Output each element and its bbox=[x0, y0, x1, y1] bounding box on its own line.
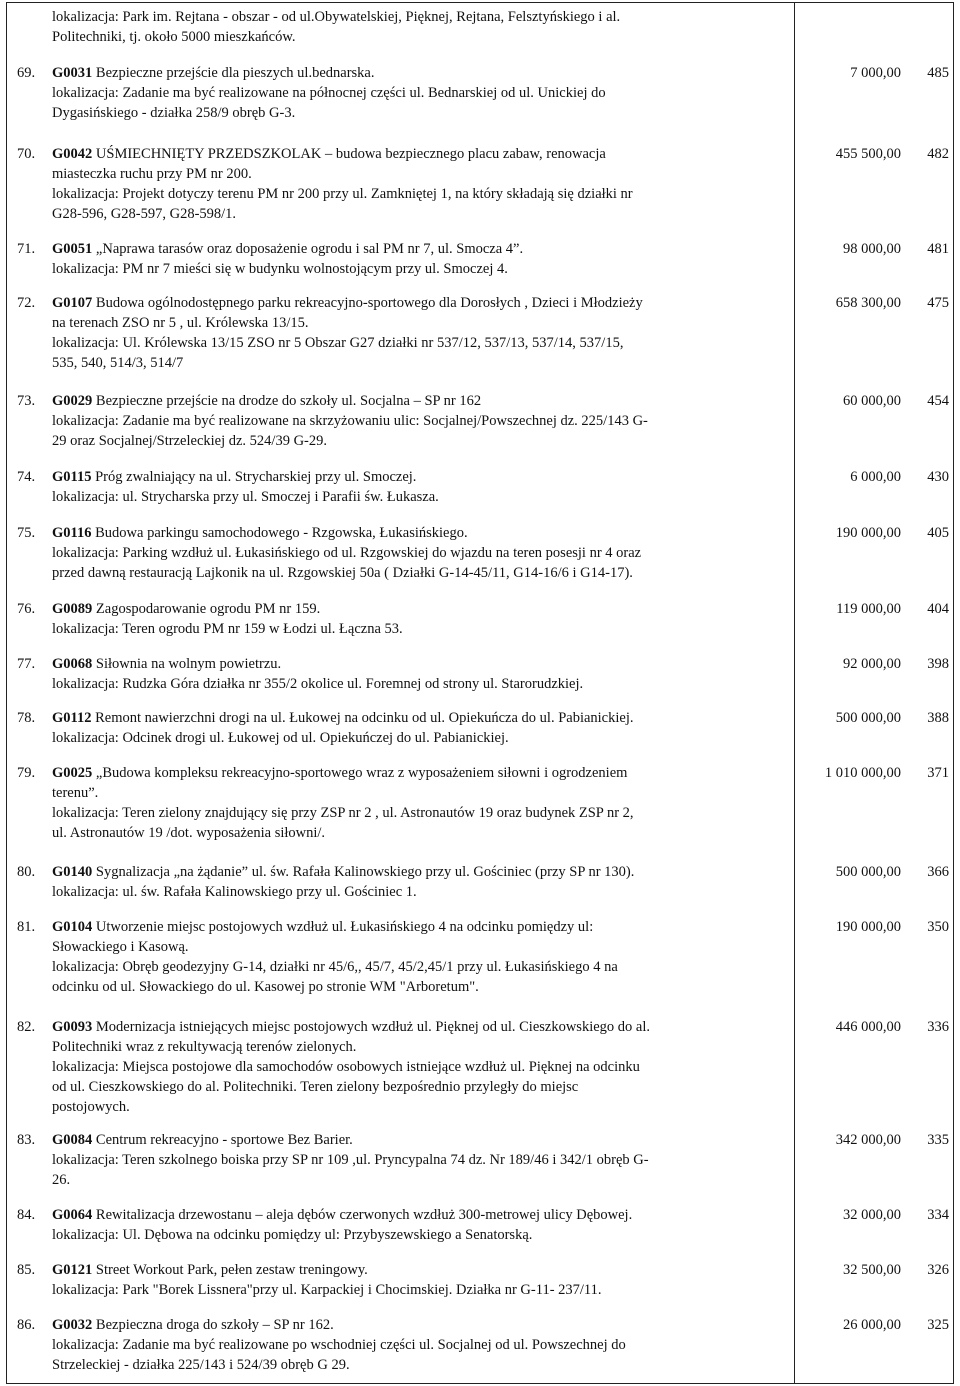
description-line: lokalizacja: Miejsca postojowe dla samochodów osobowych istniejące wzdłuż ul. Pięknej na odcinku bbox=[52, 1059, 640, 1075]
project-code: G0051 bbox=[52, 241, 93, 257]
project-title: Siłownia na wolnym powietrzu. bbox=[95, 656, 282, 672]
row-description bbox=[52, 763, 782, 843]
description-line: lokalizacja: Park "Borek Lissnera"przy ul. Karpackiej i Chocimskiej. Działka nr G-11- 237/11. bbox=[52, 1282, 602, 1298]
description-line bbox=[52, 1315, 782, 1335]
project-title: Zagospodarowanie ogrodu PM nr 159. bbox=[95, 601, 321, 617]
project-title: Bezpieczne przejście na drodze do szkoły ul. Socjalna – SP nr 162 bbox=[95, 393, 482, 409]
row-number: 85. bbox=[17, 1262, 36, 1278]
project-code: G0089 bbox=[52, 601, 93, 617]
row-points: 481 bbox=[927, 241, 949, 257]
row-amount: 92 000,00 bbox=[843, 656, 901, 672]
description-line: Dygasińskiego - działka 258/9 obręb G-3. bbox=[52, 105, 296, 121]
row-number: 86. bbox=[17, 1317, 36, 1333]
description-line: 26. bbox=[52, 1172, 71, 1188]
project-code: G0121 bbox=[52, 1262, 93, 1278]
row-number: 79. bbox=[17, 765, 36, 781]
row-points: 475 bbox=[927, 295, 949, 311]
project-title: Rewitalizacja drzewostanu – aleja dębów czerwonych wzdłuż 300-metrowej ulicy Dębowej. bbox=[95, 1207, 633, 1223]
project-title: Budowa parkingu samochodowego - Rzgowska, Łukasińskiego. bbox=[95, 525, 468, 541]
row-description bbox=[52, 63, 782, 123]
row-description bbox=[52, 708, 782, 748]
description-line: 29 oraz Socjalnej/Strzeleckiej dz. 524/39 G-29. bbox=[52, 433, 328, 449]
row-points: 430 bbox=[927, 469, 949, 485]
row-number: 77. bbox=[17, 656, 36, 672]
row-amount: 32 500,00 bbox=[843, 1262, 901, 1278]
row-description bbox=[52, 1017, 782, 1117]
description-line: miasteczka ruchu przy PM nr 200. bbox=[52, 166, 252, 182]
row-points: 326 bbox=[927, 1262, 949, 1278]
description-line: lokalizacja: Projekt dotyczy terenu PM nr 200 przy ul. Zamkniętej 1, na który składają się działki nr bbox=[52, 186, 633, 202]
project-code: G0112 bbox=[52, 710, 92, 726]
description-line: lokalizacja: PM nr 7 mieści się w budynku wolnostojącym przy ul. Smoczej 4. bbox=[52, 261, 508, 277]
column-divider bbox=[794, 3, 795, 1383]
description-line: lokalizacja: Zadanie ma być realizowane na północnej części ul. Bednarskiej od ul. Unickiej do bbox=[52, 85, 606, 101]
description-line bbox=[52, 862, 782, 882]
intro-line: Politechniki, tj. około 5000 mieszkańców. bbox=[52, 29, 296, 45]
project-code: G0064 bbox=[52, 1207, 93, 1223]
project-code: G0029 bbox=[52, 393, 93, 409]
description-line bbox=[52, 1205, 782, 1225]
intro-line: lokalizacja: Park im. Rejtana - obszar - od ul.Obywatelskiej, Pięknej, Rejtana, Felsztyńskiego i al. bbox=[52, 9, 621, 25]
row-number: 69. bbox=[17, 65, 36, 81]
description-line: lokalizacja: Teren ogrodu PM nr 159 w Łodzi ul. Łączna 53. bbox=[52, 621, 403, 637]
description-line: Strzeleckiej - działka 225/143 i 524/39 obręb G 29. bbox=[52, 1357, 350, 1373]
description-line bbox=[52, 63, 782, 83]
project-title: Modernizacja istniejących miejsc postojowych wzdłuż ul. Pięknej od ul. Cieszkowskiego do al. bbox=[95, 1019, 651, 1035]
row-description bbox=[52, 144, 782, 224]
description-line bbox=[52, 239, 782, 259]
row-amount: 7 000,00 bbox=[850, 65, 901, 81]
project-code: G0042 bbox=[52, 146, 93, 162]
description-line bbox=[52, 763, 782, 783]
row-amount: 119 000,00 bbox=[836, 601, 901, 617]
row-amount: 60 000,00 bbox=[843, 393, 901, 409]
row-amount: 6 000,00 bbox=[850, 469, 901, 485]
row-description bbox=[52, 293, 782, 373]
document-table bbox=[6, 2, 954, 1384]
row-number: 72. bbox=[17, 295, 36, 311]
description-line: lokalizacja: Ul. Królewska 13/15 ZSO nr 5 Obszar G27 działki nr 537/12, 537/13, 537/14, 537/15, bbox=[52, 335, 624, 351]
project-code: G0107 bbox=[52, 295, 93, 311]
description-line: przed dawną restauracją Lajkonik na ul. Rzgowskiej 50a ( Działki G-14-45/11, G14-16/6 i G14-17). bbox=[52, 565, 633, 581]
description-line: odcinku od ul. Słowackiego do ul. Kasowej po stronie WM "Arboretum". bbox=[52, 979, 479, 995]
project-title: Centrum rekreacyjno - sportowe Bez Barier. bbox=[95, 1132, 353, 1148]
project-code: G0140 bbox=[52, 864, 93, 880]
project-title: Bezpieczna droga do szkoły – SP nr 162. bbox=[95, 1317, 334, 1333]
description-line: od ul. Cieszkowskiego do al. Politechniki. Teren zielony bezpośrednio przyległy do miejsc bbox=[52, 1079, 579, 1095]
project-title: Utworzenie miejsc postojowych wzdłuż ul. Łukasińskiego 4 na odcinku pomiędzy ul: bbox=[95, 919, 594, 935]
row-number: 83. bbox=[17, 1132, 36, 1148]
row-points: 335 bbox=[927, 1132, 949, 1148]
description-line: lokalizacja: Zadanie ma być realizowane po wschodniej części ul. Socjalnej od ul. Powszechnej do bbox=[52, 1337, 626, 1353]
row-description bbox=[52, 599, 782, 639]
row-number: 71. bbox=[17, 241, 36, 257]
description-line bbox=[52, 144, 782, 164]
description-line: lokalizacja: Zadanie ma być realizowane na skrzyżowaniu ulic: Socjalnej/Powszechnej dz. 225/143 G- bbox=[52, 413, 648, 429]
description-line bbox=[52, 654, 782, 674]
project-code: G0068 bbox=[52, 656, 93, 672]
row-amount: 190 000,00 bbox=[835, 919, 901, 935]
row-points: 485 bbox=[927, 65, 949, 81]
description-line bbox=[52, 293, 782, 313]
row-number: 84. bbox=[17, 1207, 36, 1223]
row-number: 82. bbox=[17, 1019, 36, 1035]
row-number: 74. bbox=[17, 469, 36, 485]
description-line: lokalizacja: Odcinek drogi ul. Łukowej od ul. Opiekuńczej do ul. Pabianickiej. bbox=[52, 730, 509, 746]
description-line bbox=[52, 599, 782, 619]
description-line: 535, 540, 514/3, 514/7 bbox=[52, 355, 184, 371]
row-points: 371 bbox=[927, 765, 949, 781]
project-code: G0025 bbox=[52, 765, 93, 781]
description-line: lokalizacja: Teren szkolnego boiska przy SP nr 109 ,ul. Pryncypalna 74 dz. Nr 189/46 i 342/1 obręb G- bbox=[52, 1152, 649, 1168]
row-description bbox=[52, 239, 782, 279]
description-line: Politechniki wraz z rekultywacją terenów zielonych. bbox=[52, 1039, 357, 1055]
project-code: G0032 bbox=[52, 1317, 93, 1333]
row-description bbox=[52, 862, 782, 902]
row-description bbox=[52, 467, 782, 507]
row-description bbox=[52, 654, 782, 694]
row-amount: 500 000,00 bbox=[835, 710, 901, 726]
row-description bbox=[52, 917, 782, 997]
row-number: 76. bbox=[17, 601, 36, 617]
row-description bbox=[52, 1315, 782, 1375]
row-amount: 26 000,00 bbox=[843, 1317, 901, 1333]
row-points: 454 bbox=[927, 393, 949, 409]
description-line bbox=[52, 708, 782, 728]
project-title: Budowa ogólnodostępnego parku rekreacyjno-sportowego dla Dorosłych , Dzieci i Młodzieży bbox=[95, 295, 643, 311]
row-amount: 342 000,00 bbox=[835, 1132, 901, 1148]
row-points: 482 bbox=[927, 146, 949, 162]
row-points: 366 bbox=[927, 864, 949, 880]
project-title: Remont nawierzchni drogi na ul. Łukowej na odcinku od ul. Opiekuńcza do ul. Pabianickiej. bbox=[95, 710, 634, 726]
intro-text bbox=[52, 7, 782, 47]
description-line bbox=[52, 917, 782, 937]
project-code: G0115 bbox=[52, 469, 92, 485]
description-line: postojowych. bbox=[52, 1099, 130, 1115]
description-line: lokalizacja: ul. św. Rafała Kalinowskiego przy ul. Gościniec 1. bbox=[52, 884, 417, 900]
description-line bbox=[52, 523, 782, 543]
project-title: Sygnalizacja „na żądanie” ul. św. Rafała Kalinowskiego przy ul. Gościniec (przy SP nr 130). bbox=[95, 864, 635, 880]
description-line: lokalizacja: Ul. Dębowa na odcinku pomiędzy ul: Przybyszewskiego a Senatorską. bbox=[52, 1227, 533, 1243]
row-amount: 500 000,00 bbox=[835, 864, 901, 880]
row-number: 81. bbox=[17, 919, 36, 935]
row-number: 78. bbox=[17, 710, 36, 726]
project-title: Street Workout Park, pełen zestaw treningowy. bbox=[95, 1262, 368, 1278]
description-line: lokalizacja: Parking wzdłuż ul. Łukasińskiego od ul. Rzgowskiej do wjazdu na teren posesji nr 4 oraz bbox=[52, 545, 642, 561]
row-amount: 190 000,00 bbox=[835, 525, 901, 541]
row-amount: 658 300,00 bbox=[835, 295, 901, 311]
description-line bbox=[52, 1017, 782, 1037]
row-number: 70. bbox=[17, 146, 36, 162]
project-title: Próg zwalniający na ul. Strycharskiej przy ul. Smoczej. bbox=[95, 469, 417, 485]
description-line: terenu”. bbox=[52, 785, 99, 801]
project-code: G0093 bbox=[52, 1019, 93, 1035]
project-title: Bezpieczne przejście dla pieszych ul.bednarska. bbox=[95, 65, 375, 81]
description-line: lokalizacja: Obręb geodezyjny G-14, działki nr 45/6,, 45/7, 45/2,45/1 przy ul. Łukasińskiego 4 na bbox=[52, 959, 618, 975]
project-title: UŚMIECHNIĘTY PRZEDSZKOLAK – budowa bezpiecznego placu zabaw, renowacja bbox=[95, 146, 606, 162]
description-line: ul. Astronautów 19 /dot. wyposażenia siłowni/. bbox=[52, 825, 326, 841]
row-description bbox=[52, 1130, 782, 1190]
project-code: G0084 bbox=[52, 1132, 93, 1148]
row-description bbox=[52, 1260, 782, 1300]
row-points: 350 bbox=[927, 919, 949, 935]
row-description bbox=[52, 523, 782, 583]
description-line: Słowackiego i Kasową. bbox=[52, 939, 189, 955]
project-title: „Budowa kompleksu rekreacyjno-sportowego wraz z wyposażeniem siłowni i ogrodzeniem bbox=[95, 765, 628, 781]
row-number: 80. bbox=[17, 864, 36, 880]
project-code: G0031 bbox=[52, 65, 93, 81]
project-title: „Naprawa tarasów oraz doposażenie ogrodu i sal PM nr 7, ul. Smocza 4”. bbox=[95, 241, 524, 257]
row-description bbox=[52, 1205, 782, 1245]
row-points: 336 bbox=[927, 1019, 949, 1035]
description-line: lokalizacja: ul. Strycharska przy ul. Smoczej i Parafii św. Łukasza. bbox=[52, 489, 439, 505]
row-points: 404 bbox=[927, 601, 949, 617]
row-points: 398 bbox=[927, 656, 949, 672]
row-amount: 98 000,00 bbox=[843, 241, 901, 257]
project-code: G0104 bbox=[52, 919, 93, 935]
row-amount: 32 000,00 bbox=[843, 1207, 901, 1223]
description-line bbox=[52, 467, 782, 487]
row-points: 325 bbox=[927, 1317, 949, 1333]
row-amount: 446 000,00 bbox=[835, 1019, 901, 1035]
description-line: lokalizacja: Teren zielony znajdujący się przy ZSP nr 2 , ul. Astronautów 19 oraz budynek ZSP nr 2, bbox=[52, 805, 634, 821]
row-description bbox=[52, 391, 782, 451]
description-line bbox=[52, 1260, 782, 1280]
description-line bbox=[52, 1130, 782, 1150]
description-line bbox=[52, 391, 782, 411]
row-amount: 455 500,00 bbox=[835, 146, 901, 162]
row-amount: 1 010 000,00 bbox=[824, 765, 901, 781]
row-number: 73. bbox=[17, 393, 36, 409]
project-code: G0116 bbox=[52, 525, 92, 541]
description-line: na terenach ZSO nr 5 , ul. Królewska 13/15. bbox=[52, 315, 309, 331]
description-line: G28-596, G28-597, G28-598/1. bbox=[52, 206, 237, 222]
row-points: 388 bbox=[927, 710, 949, 726]
row-points: 405 bbox=[927, 525, 949, 541]
description-line: lokalizacja: Rudzka Góra działka nr 355/2 okolice ul. Foremnej od strony ul. Starorudzkiej. bbox=[52, 676, 584, 692]
row-number: 75. bbox=[17, 525, 36, 541]
row-points: 334 bbox=[927, 1207, 949, 1223]
